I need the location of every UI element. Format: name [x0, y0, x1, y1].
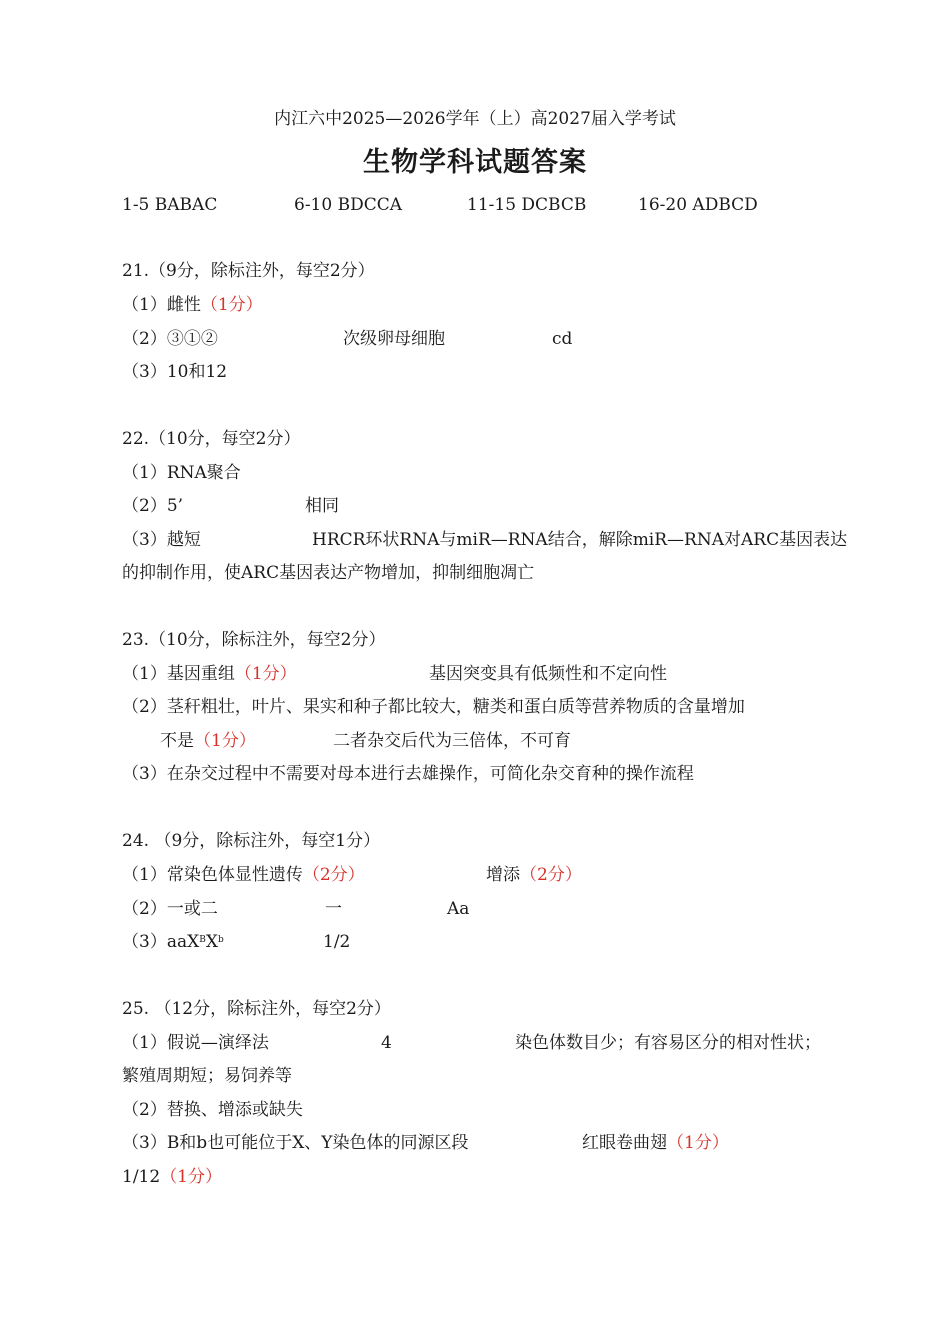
q25-score-note-2: （1分） — [160, 1167, 223, 1187]
q23-answer-1b: 基因突变具有低频性和不定向性 — [429, 664, 667, 684]
q25-answer-3c: 1/12 — [122, 1167, 161, 1187]
q24-answer-3a — [122, 932, 224, 952]
q22-answer-3a: （3）越短 — [122, 530, 201, 550]
mc-group-2: 6-10 BDCCA — [294, 195, 403, 215]
q24-genotype-base: （3）aaX — [122, 932, 200, 952]
q25-answer-3a: （3）B和b也可能位于X、Y染色体的同源区段 — [122, 1133, 469, 1153]
q24-answer-2a: （2）一或二 — [122, 899, 218, 919]
q23-score-note-2: （1分） — [194, 731, 256, 751]
q22-answer-2a: （2）5’ — [122, 496, 184, 516]
q23-line1 — [122, 664, 297, 684]
q24-sup-B: B — [199, 935, 206, 945]
q24-heading: 24. （9分，除标注外，每空1分） — [122, 831, 381, 851]
q24-answer-2b: 一 — [325, 899, 342, 919]
q24-answer-1b: 增添 — [486, 865, 520, 885]
q21-line1 — [122, 295, 263, 315]
page-title: 生物学科试题答案 — [363, 147, 587, 178]
q22-answer-1: （1）RNA聚合 — [122, 463, 241, 483]
q25-score-note-1: （1分） — [667, 1133, 729, 1153]
q24-answer-2c: Aa — [447, 899, 470, 919]
mc-group-3: 11-15 DCBCB — [467, 195, 587, 215]
q21-answer-1: （1）雌性 — [122, 295, 201, 315]
q25-heading: 25. （12分，除标注外，每空2分） — [122, 999, 391, 1019]
q24-score-note-1: （2分） — [302, 865, 365, 885]
q21-heading: 21.（9分，除标注外，每空2分） — [122, 261, 375, 281]
exam-header: 内江六中2025—2026学年（上）高2027届入学考试 — [274, 109, 676, 129]
q25-line5 — [122, 1167, 222, 1187]
q25-answer-1c: 染色体数目少；有容易区分的相对性状； — [515, 1033, 821, 1053]
q23-heading: 23.（10分，除标注外，每空2分） — [122, 630, 386, 650]
q24-line1b — [486, 865, 582, 885]
q24-sup-b: b — [217, 935, 224, 945]
q22-heading: 22.（10分，每空2分） — [122, 429, 301, 449]
q25-answer-1a: （1）假说—演绎法 — [122, 1033, 269, 1053]
q24-line1 — [122, 865, 365, 885]
mc-group-1: 1-5 BABAC — [122, 195, 218, 215]
q21-answer-3: （3）10和12 — [122, 362, 228, 382]
q23-score-note-1: （1分） — [234, 664, 297, 684]
q21-answer-2c: cd — [552, 329, 573, 349]
q23-answer-1a: （1）基因重组 — [122, 664, 235, 684]
q22-answer-3b: HRCR环状RNA与miR—RNA结合，解除miR—RNA对ARC基因表达 — [312, 530, 848, 550]
q23-answer-2b: 不是 — [160, 731, 194, 751]
q21-answer-2b: 次级卵母细胞 — [343, 329, 445, 349]
q25-answer-2: （2）替换、增添或缺失 — [122, 1100, 303, 1120]
q24-answer-3b: 1/2 — [323, 932, 351, 952]
q23-answer-3: （3）在杂交过程中不需要对母本进行去雄操作，可简化杂交育种的操作流程 — [122, 764, 694, 784]
q21-answer-2a: （2）③①② — [122, 329, 218, 349]
q23-line3 — [160, 731, 256, 751]
q25-answer-1d: 繁殖周期短；易饲养等 — [122, 1066, 292, 1086]
q24-answer-1a: （1）常染色体显性遗传 — [122, 865, 303, 885]
mc-group-4: 16-20 ADBCD — [638, 195, 758, 215]
q25-answer-1b: 4 — [381, 1033, 392, 1053]
q23-answer-2a: （2）茎秆粗壮，叶片、果实和种子都比较大，糖类和蛋白质等营养物质的含量增加 — [122, 697, 745, 717]
q22-answer-2b: 相同 — [305, 496, 339, 516]
q25-answer-3b: 红眼卷曲翅 — [582, 1133, 667, 1153]
q25-line4b — [582, 1133, 729, 1153]
q23-answer-2c: 二者杂交后代为三倍体，不可育 — [333, 731, 571, 751]
q22-answer-3c: 的抑制作用，使ARC基因表达产物增加，抑制细胞凋亡 — [122, 563, 535, 583]
q24-genotype-x: X — [205, 932, 218, 952]
q21-score-note-1: （1分） — [200, 295, 263, 315]
q24-score-note-2: （2分） — [520, 865, 582, 885]
